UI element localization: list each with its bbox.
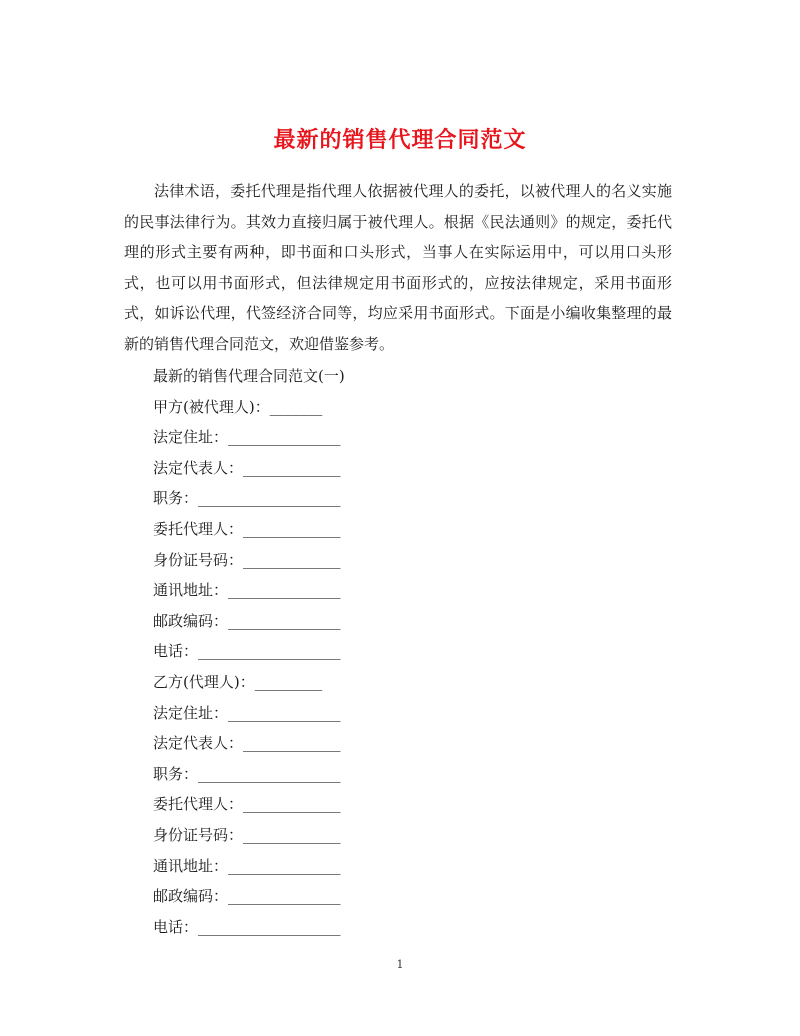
party-b-postcode-field: 邮政编码：_______________ bbox=[153, 887, 341, 906]
party-b-address-field: 法定住址：_______________ bbox=[153, 703, 341, 722]
party-a-id-field: 身份证号码：_____________ bbox=[153, 550, 341, 569]
party-b-agent-field: 委托代理人：_____________ bbox=[153, 795, 341, 814]
party-a-phone-field: 电话：___________________ bbox=[153, 642, 341, 661]
document-title: 最新的销售代理合同范文 bbox=[273, 127, 527, 153]
party-a-heading: 甲方(被代理人)：_______ bbox=[153, 397, 323, 416]
party-a-position-field: 职务：___________________ bbox=[153, 489, 341, 508]
party-a-address-field: 法定住址：_______________ bbox=[153, 428, 341, 447]
party-b-id-field: 身份证号码：_____________ bbox=[153, 825, 341, 844]
party-a-legal-rep-field: 法定代表人：_____________ bbox=[153, 458, 341, 477]
page-number: 1 bbox=[396, 958, 404, 971]
party-b-phone-field: 电话：___________________ bbox=[153, 917, 341, 936]
party-b-position-field: 职务：___________________ bbox=[153, 764, 341, 783]
party-a-postcode-field: 邮政编码：_______________ bbox=[153, 611, 341, 630]
intro-paragraph: 法律术语，委托代理是指代理人依据被代理人的委托，以被代理人的名义实施的民事法律行为。其效力直接归属于被代理人。根据《民法通则》的规定，委托代理的形式主要有两种，即书面和口头形式，当事人在实际运用中，可以用口头形式，也可以用书面形式，但法律规定用书面形式的，应按法律规定，采用书面形式，如诉讼代理，代签经济合同等，均应采用书面形式。下面是小编收集整理的最新的销售代理合同范文，欢迎借鉴参考。 bbox=[124, 182, 672, 353]
party-b-legal-rep-field: 法定代表人：_____________ bbox=[153, 734, 341, 753]
party-b-heading: 乙方(代理人)：_________ bbox=[153, 672, 323, 691]
section-heading: 最新的销售代理合同范文(一) bbox=[153, 367, 345, 385]
party-a-agent-field: 委托代理人：_____________ bbox=[153, 519, 341, 538]
contract-fields bbox=[153, 361, 345, 942]
party-a-mail-address-field: 通讯地址：_______________ bbox=[153, 581, 341, 600]
party-b-mail-address-field: 通讯地址：_______________ bbox=[153, 856, 341, 875]
